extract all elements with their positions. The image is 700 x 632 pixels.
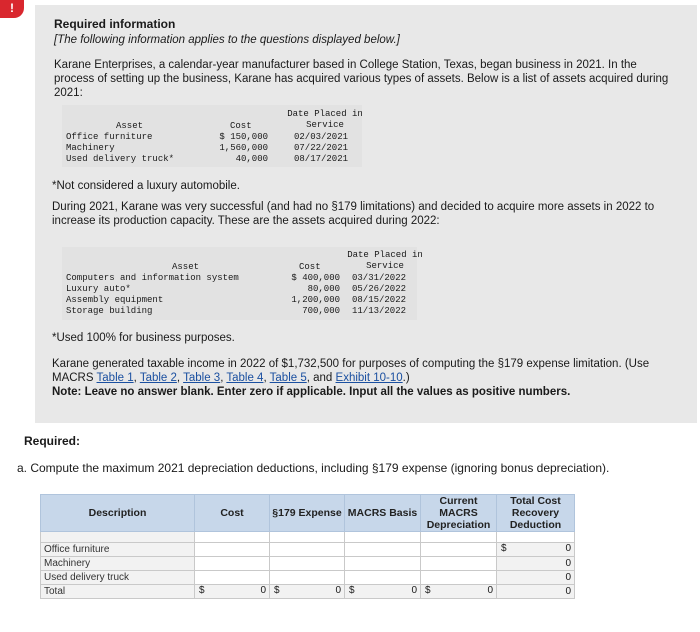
col-head-asset-2022: Asset [172, 262, 200, 272]
s179-input-office-furniture[interactable] [270, 543, 345, 557]
table-row [41, 532, 575, 543]
col-head-date-2022: Date Placed in Service [347, 250, 423, 271]
basis-input-used-delivery-truck[interactable] [345, 571, 421, 585]
header-macrs-basis: MACRS Basis [345, 495, 421, 532]
answer-table [40, 494, 574, 604]
required-label: Required: [24, 434, 81, 448]
asset-2022-cost-1: 80,000 [307, 284, 340, 294]
link-table-2[interactable]: Table 2 [139, 372, 177, 384]
asset-2021-cost-2: 40,000 [235, 154, 268, 164]
s179-input-machinery[interactable] [270, 557, 345, 571]
cost-input-used-delivery-truck[interactable] [195, 571, 270, 585]
asset-2022-date-1: 05/26/2022 [352, 284, 407, 294]
paragraph-income: Karane generated taxable income in 2022 of $1,732,500 for purposes of computing the §179 expense limitation. (Use MACRS Table 1, Table 2, Table 3, Table 4, Table 5, and Exhibit 10-10.) [52, 358, 650, 384]
asset-2021-date-1: 07/22/2021 [294, 143, 349, 153]
table-row [41, 543, 575, 557]
asset-2021-cost-0: $ 150,000 [219, 132, 268, 142]
link-table-1[interactable]: Table 1 [96, 372, 134, 384]
link-exhibit-10-10[interactable]: Exhibit 10-10 [335, 372, 403, 384]
asset-2022-name-0: Computers and information system [66, 273, 239, 283]
asset-2021-date-0: 02/03/2021 [294, 132, 349, 142]
total-machinery: 0 [497, 557, 575, 571]
asset-2022-name-1: Luxury auto* [66, 284, 131, 294]
footnote-2021: *Not considered a luxury automobile. [52, 180, 240, 192]
total-used-delivery-truck: 0 [497, 571, 575, 585]
required-info-title: Required information [54, 17, 176, 31]
header-179-expense: §179 Expense [270, 495, 345, 532]
table-row-total [41, 585, 575, 599]
table-row [41, 557, 575, 571]
asset-2022-date-3: 11/13/2022 [352, 306, 407, 316]
asset-2022-cost-3: 700,000 [302, 306, 340, 316]
total-cost: $ 0 [195, 585, 270, 599]
asset-2021-name-2: Used delivery truck* [66, 154, 175, 164]
question-a: a. Compute the maximum 2021 depreciation deductions, including §179 expense (ignoring bonus depreciation). [17, 461, 610, 475]
total-recovery: 0 [497, 585, 575, 599]
asset-2022-name-3: Storage building [66, 306, 153, 316]
required-information-panel [35, 5, 697, 423]
intro-paragraph: Karane Enterprises, a calendar-year manufacturer based in College Station, Texas, began business in 2021. In the process of setting up the business, Karane has acquired various types of assets. Below is a list of assets acquired during 2021: [54, 59, 669, 99]
cost-input-office-furniture[interactable] [195, 543, 270, 557]
cost-input-machinery[interactable] [195, 557, 270, 571]
header-total-recovery: Total Cost Recovery Deduction [497, 495, 575, 532]
paragraph-2022: During 2021, Karane was very successful (and had no §179 limitations) and decided to acquire more assets in 2022 to increase its production capacity. These are the assets acquired during 2022: [52, 201, 655, 227]
col-head-date: Date Placed in Service [287, 109, 363, 130]
assets-2022-table [62, 247, 423, 320]
col-head-asset: Asset [116, 121, 144, 131]
link-table-5[interactable]: Table 5 [269, 372, 307, 384]
col-head-cost: Cost [230, 121, 252, 131]
depr-input-used-delivery-truck[interactable] [421, 571, 497, 585]
basis-input-machinery[interactable] [345, 557, 421, 571]
table-row [41, 571, 575, 585]
asset-2022-date-2: 08/15/2022 [352, 295, 407, 305]
s179-input-used-delivery-truck[interactable] [270, 571, 345, 585]
row-label-office-furniture: Office furniture [41, 543, 195, 557]
required-info-note: [The following information applies to the questions displayed below.] [54, 34, 400, 46]
depr-input-machinery[interactable] [421, 557, 497, 571]
total-depreciation: $ 0 [421, 585, 497, 599]
asset-2022-date-0: 03/31/2022 [352, 273, 407, 283]
basis-input-office-furniture[interactable] [345, 543, 421, 557]
row-label-used-delivery-truck: Used delivery truck [41, 571, 195, 585]
link-table-3[interactable]: Table 3 [183, 372, 221, 384]
header-current-depreciation: Current MACRS Depreciation [421, 495, 497, 532]
asset-2021-name-1: Machinery [66, 143, 115, 153]
header-cost: Cost [195, 495, 270, 532]
asset-2021-name-0: Office furniture [66, 132, 153, 142]
assets-2021-table [62, 105, 362, 167]
total-basis: $ 0 [345, 585, 421, 599]
asset-2021-cost-1: 1,560,000 [219, 143, 268, 153]
income-text: Karane generated taxable income in 2022 of $1,732,500 for purposes of computing the §179 expense limitation. (Use MACRS [52, 358, 650, 384]
total-office-furniture: $ 0 [497, 543, 575, 557]
row-label-total: Total [41, 585, 195, 599]
asset-2021-date-2: 08/17/2021 [294, 154, 349, 164]
header-description: Description [41, 495, 195, 532]
total-s179: $ 0 [270, 585, 345, 599]
col-head-cost-2022: Cost [299, 262, 321, 272]
alert-icon: ! [0, 0, 24, 18]
depr-input-office-furniture[interactable] [421, 543, 497, 557]
and-word: and [313, 372, 333, 384]
asset-2022-name-2: Assembly equipment [66, 295, 164, 305]
note-text: Note: Leave no answer blank. Enter zero if applicable. Input all the values as positive numbers. [52, 386, 571, 398]
row-label-machinery: Machinery [41, 557, 195, 571]
asset-2022-cost-0: $ 400,000 [291, 273, 340, 283]
link-table-4[interactable]: Table 4 [226, 372, 264, 384]
footnote-2022: *Used 100% for business purposes. [52, 332, 235, 344]
asset-2022-cost-2: 1,200,000 [291, 295, 340, 305]
